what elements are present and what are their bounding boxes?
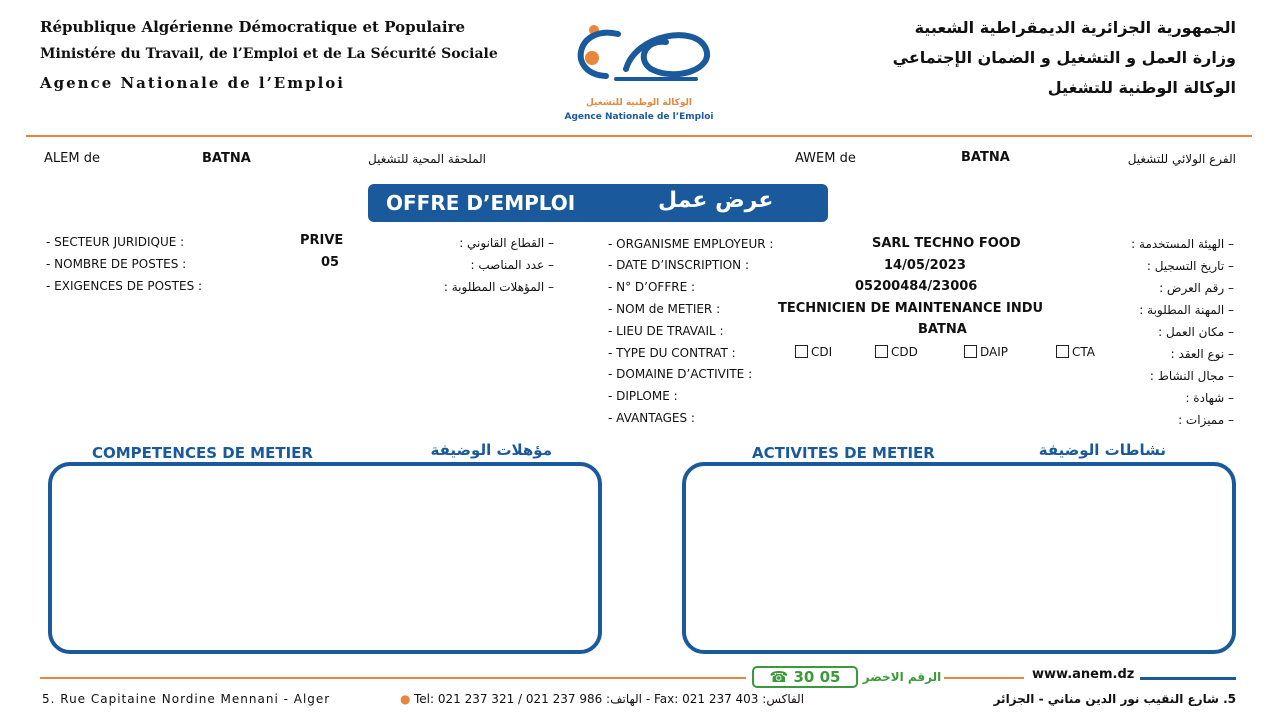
cdi-checkbox[interactable] xyxy=(795,345,808,358)
contract-option-cdi[interactable] xyxy=(795,345,832,359)
header-fr-line2: Ministére du Travail, de l’Emploi et de La Sécurité Sociale xyxy=(40,46,498,62)
alem-value: BATNA xyxy=(202,151,251,166)
field-value-secteur: PRIVE xyxy=(300,233,344,248)
field-ar-offre: – رقم العرض : xyxy=(1159,281,1234,295)
activites-title-ar: نشاطات الوضيفة xyxy=(1038,441,1166,459)
field-ar-domaine: – مجال النشاط : xyxy=(1149,369,1234,383)
cdi-label: CDI xyxy=(811,345,833,359)
phone-icon: ☎ xyxy=(769,668,789,686)
competences-title-ar: مؤهلات الوضيفة xyxy=(430,441,552,459)
cta-label: CTA xyxy=(1072,345,1095,359)
header-ar-line1: الجمهورية الجزائرية الديمقراطية الشعبية xyxy=(914,18,1236,37)
header-ar-line2: وزارة العمل و التشغيل و الضمان الإجتماعي xyxy=(892,48,1236,67)
field-ar-organisme: – الهيئة المستخدمة : xyxy=(1131,237,1234,251)
field-ar-date: – تاريخ التسجيل : xyxy=(1146,259,1234,273)
field-label-diplome: - DIPLOME : xyxy=(608,389,678,403)
competences-title-fr: COMPETENCES DE METIER xyxy=(92,444,313,462)
cdd-label: CDD xyxy=(891,345,918,359)
activites-title-fr: ACTIVITES DE METIER xyxy=(752,444,935,462)
field-ar-exigences: – المؤهلات المطلوبة : xyxy=(443,280,554,294)
field-label-metier: - NOM de METIER : xyxy=(608,302,721,316)
green-number: 30 05 xyxy=(793,668,841,686)
contract-option-daip[interactable] xyxy=(964,345,1008,359)
field-ar-contrat: – نوع العقد : xyxy=(1170,347,1234,361)
field-value-offre: 05200484/23006 xyxy=(855,279,978,294)
field-value-metier: TECHNICIEN DE MAINTENANCE INDU xyxy=(778,301,1044,316)
cta-checkbox[interactable] xyxy=(1056,345,1069,358)
field-value-organisme: SARL TECHNO FOOD xyxy=(872,236,1021,251)
contract-option-cta[interactable] xyxy=(1056,345,1095,359)
header-divider xyxy=(26,135,1252,137)
alem-label: ALEM de xyxy=(44,151,100,166)
footer-address-ar: 5. شارع النقيب نور الدين مناني - الجزائر xyxy=(993,692,1236,706)
field-label-offre: - N° D’OFFRE : xyxy=(608,280,696,294)
daip-label: DAIP xyxy=(980,345,1009,359)
header-ar-line3: الوكالة الوطنية للتشغيل xyxy=(1047,78,1236,97)
field-label-avantages: - AVANTAGES : xyxy=(608,411,695,425)
field-label-secteur: - SECTEUR JURIDIQUE : xyxy=(46,235,185,249)
footer-contacts: Tel: 021 237 321 / 021 237 986 :الهاتف - Fax: 021 237 403 :الفاكس xyxy=(414,692,805,706)
anem-logo xyxy=(556,14,722,126)
footer-rule-orange xyxy=(40,677,746,679)
offer-title-fr: OFFRE D’EMPLOI xyxy=(386,191,576,215)
field-label-exigences: - EXIGENCES DE POSTES : xyxy=(46,279,203,293)
awem-value: BATNA xyxy=(961,150,1010,165)
field-label-lieu: - LIEU DE TRAVAIL : xyxy=(608,324,724,338)
offer-title-banner xyxy=(368,184,828,222)
footer-sep-1: ● xyxy=(400,692,411,706)
contract-option-cdd[interactable] xyxy=(875,345,918,359)
field-ar-lieu: – مكان العمل : xyxy=(1158,325,1234,339)
logo-fr-text: Agence Nationale de l’Emploi xyxy=(564,112,714,122)
header-fr-line1: République Algérienne Démocratique et Populaire xyxy=(40,18,466,36)
field-label-domaine: - DOMAINE D’ACTIVITE : xyxy=(608,367,753,381)
field-label-date: - DATE D’INSCRIPTION : xyxy=(608,258,750,272)
alem-ar-label: الملحقة المحية للتشغيل xyxy=(368,152,486,166)
anem-logo-icon xyxy=(556,14,722,94)
field-label-organisme: - ORGANISME EMPLOYEUR : xyxy=(608,237,774,251)
field-ar-postes: – عدد المناصب : xyxy=(470,258,554,272)
footer-address-fr: 5. Rue Capitaine Nordine Mennani - Alger xyxy=(42,692,331,706)
footer-rule-blue xyxy=(1140,677,1236,680)
website-link[interactable]: www.anem.dz xyxy=(1032,667,1135,682)
field-ar-metier: – المهنة المطلوبة : xyxy=(1139,303,1234,317)
offer-title-ar: عرض عمل xyxy=(658,188,774,213)
field-ar-diplome: – شهادة : xyxy=(1185,391,1234,405)
field-label-postes: - NOMBRE DE POSTES : xyxy=(46,257,187,271)
field-ar-secteur: – القطاع القانوني : xyxy=(459,236,554,250)
green-number-badge xyxy=(752,666,858,688)
awem-label: AWEM de xyxy=(795,151,856,166)
field-value-postes: 05 xyxy=(321,255,340,270)
logo-ar-text: الوكالة الوطنية للتشغيل xyxy=(586,98,692,108)
field-ar-avantages: – مميزات : xyxy=(1178,413,1234,427)
field-value-lieu: BATNA xyxy=(918,322,967,337)
cdd-checkbox[interactable] xyxy=(875,345,888,358)
awem-ar-label: الفرع الولائي للتشغيل xyxy=(1127,152,1236,166)
header-fr-line3: Agence Nationale de l’Emploi xyxy=(40,74,345,92)
green-number-label: الرقم الاخضر xyxy=(862,670,942,684)
daip-checkbox[interactable] xyxy=(964,345,977,358)
footer-rule-mid xyxy=(944,677,1024,679)
competences-box[interactable] xyxy=(48,462,602,654)
field-label-contrat: - TYPE DU CONTRAT : xyxy=(608,346,736,360)
activites-box[interactable] xyxy=(682,462,1236,654)
field-value-date: 14/05/2023 xyxy=(884,258,966,273)
